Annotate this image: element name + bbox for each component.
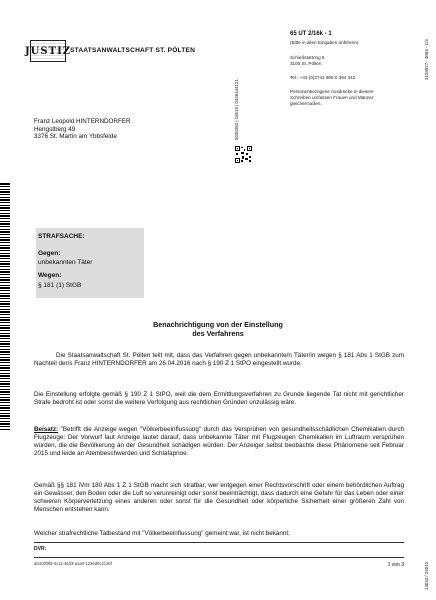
office-name: STAATSANWALTSCHAFT ST. PÖLTEN: [70, 47, 196, 54]
dvr-label: DVR:: [34, 546, 47, 552]
title-line: Benachrichtigung von der Einstellung: [153, 320, 283, 329]
qr-code-icon: [235, 146, 252, 163]
logo-text: JUSTIZ: [30, 40, 66, 62]
recipient-address: [34, 118, 131, 141]
recipient-line: Hengstberg 49: [34, 125, 76, 133]
title-line: des Verfahrens: [192, 329, 244, 338]
gender-note: Personenbezogene Ausdrücke in diesem Schreiben umfassen Frauen und Männer gleichermaßen.: [290, 89, 374, 106]
document-hash: ab4c0f9f3-4c11-4633-a1a0-1236d0c2130f: [34, 561, 112, 566]
office-phone: Tel.: +43 (0)2742 809 0 394 442: [290, 75, 356, 80]
justiz-logo: [24, 40, 72, 62]
office-address-line: Schießstattring 6: [290, 55, 325, 60]
addendum-text: "Betrifft die Anzeige wegen "Völkerbeeinflussung" durch das Versprühen von gesundheitsschädlichen Chemikalien durch Flugzeuge: Der Vorwurf laut Anzeige lautet darauf, dass unbekannte Täter mit Flugzeugen Chemikalien im Luftraum versprühen würden, die die Bevölkerung an der Gesundheit schädigen würden. Der Anzeiger selbst beobachte diese Phänomene seit Februar 2015 und leide an Atembeschwerden und Schlafapnoe.: [34, 426, 404, 457]
recipient-line: 3376 St. Martin am Ybbsfelde: [34, 133, 117, 141]
case-box: [36, 228, 144, 298]
case-heading: STRAFSACHE:: [38, 233, 85, 240]
page-number: 1 von 3: [387, 562, 404, 568]
because-value: § 181 (1) StGB: [38, 282, 82, 289]
recipient-line: Franz Leopold HINTERNDORFER: [34, 118, 131, 125]
against-value: unbekannten Täter: [38, 259, 93, 266]
office-address-line: 3100 St. Pölten: [290, 61, 322, 66]
document-title: [0, 320, 436, 338]
addendum-label: Beisatz:: [34, 426, 59, 433]
barcode-icon: [0, 183, 10, 431]
footer-divider: [34, 542, 404, 543]
case-number-note: (Bitte in allen Eingaben anführen): [290, 40, 359, 45]
because-label: Wegen:: [38, 272, 62, 279]
against-label: Gegen:: [38, 250, 61, 257]
paragraph-addendum: [34, 426, 404, 458]
paragraph-reason: Die Einstellung erfolgte gemäß § 190 Z 1 StPO, weil die dem Ermittlungsverfahren zu Grunde liegende Tat nicht mit gerichtlicher Strafe bedroht ist oder sonst die weitere Verfolgung aus rechtlichen Gründen unzulässig wäre.: [34, 391, 404, 406]
paragraph-closing: Welcher strafrechtliche Tatbestand mit "Völkerbeeinflussung" gemeint war, ist nicht bekannt;: [34, 530, 290, 537]
case-number: 65 UT 2/16k - 1: [290, 31, 332, 37]
paragraph-notice: Die Staatsanwaltschaft St. Pölten teilt mit, dass das Verfahren gegen unbekannte/n Täter/in wegen § 181 Abs 1 StGB zum Nachteil der/s Franz HINTERNDORFER am 26.04.2016 nach § 190 Z 1 StPO eingestellt wurde.: [34, 352, 404, 367]
margin-code-bottom: 14033 / 24012: [424, 561, 429, 590]
margin-code: 3128527 - 4084 - 1/4: [424, 39, 429, 80]
paragraph-law: Gemäß §§ 181 iVm 180 Abs 1 Z 1 StGB macht sich strafbar, wer entgegen einer Rechtsvorschrift oder einem behördlichen Auftrag ein Gewässer, den Boden oder die Luft so verunreinigt oder sonst beeinträchtigt, dass dadurch eine Gefahr für das Leben oder einer schweren Körperverletzung eines anderen oder sonst für die Gesundheit oder körperliche Sicherheit einer größeren Zahl von Menschen entstehen kann.: [34, 482, 404, 513]
recipient-code: 5030383 | 16619 | 0426444121: [234, 79, 239, 140]
footer-divider: [34, 557, 404, 558]
